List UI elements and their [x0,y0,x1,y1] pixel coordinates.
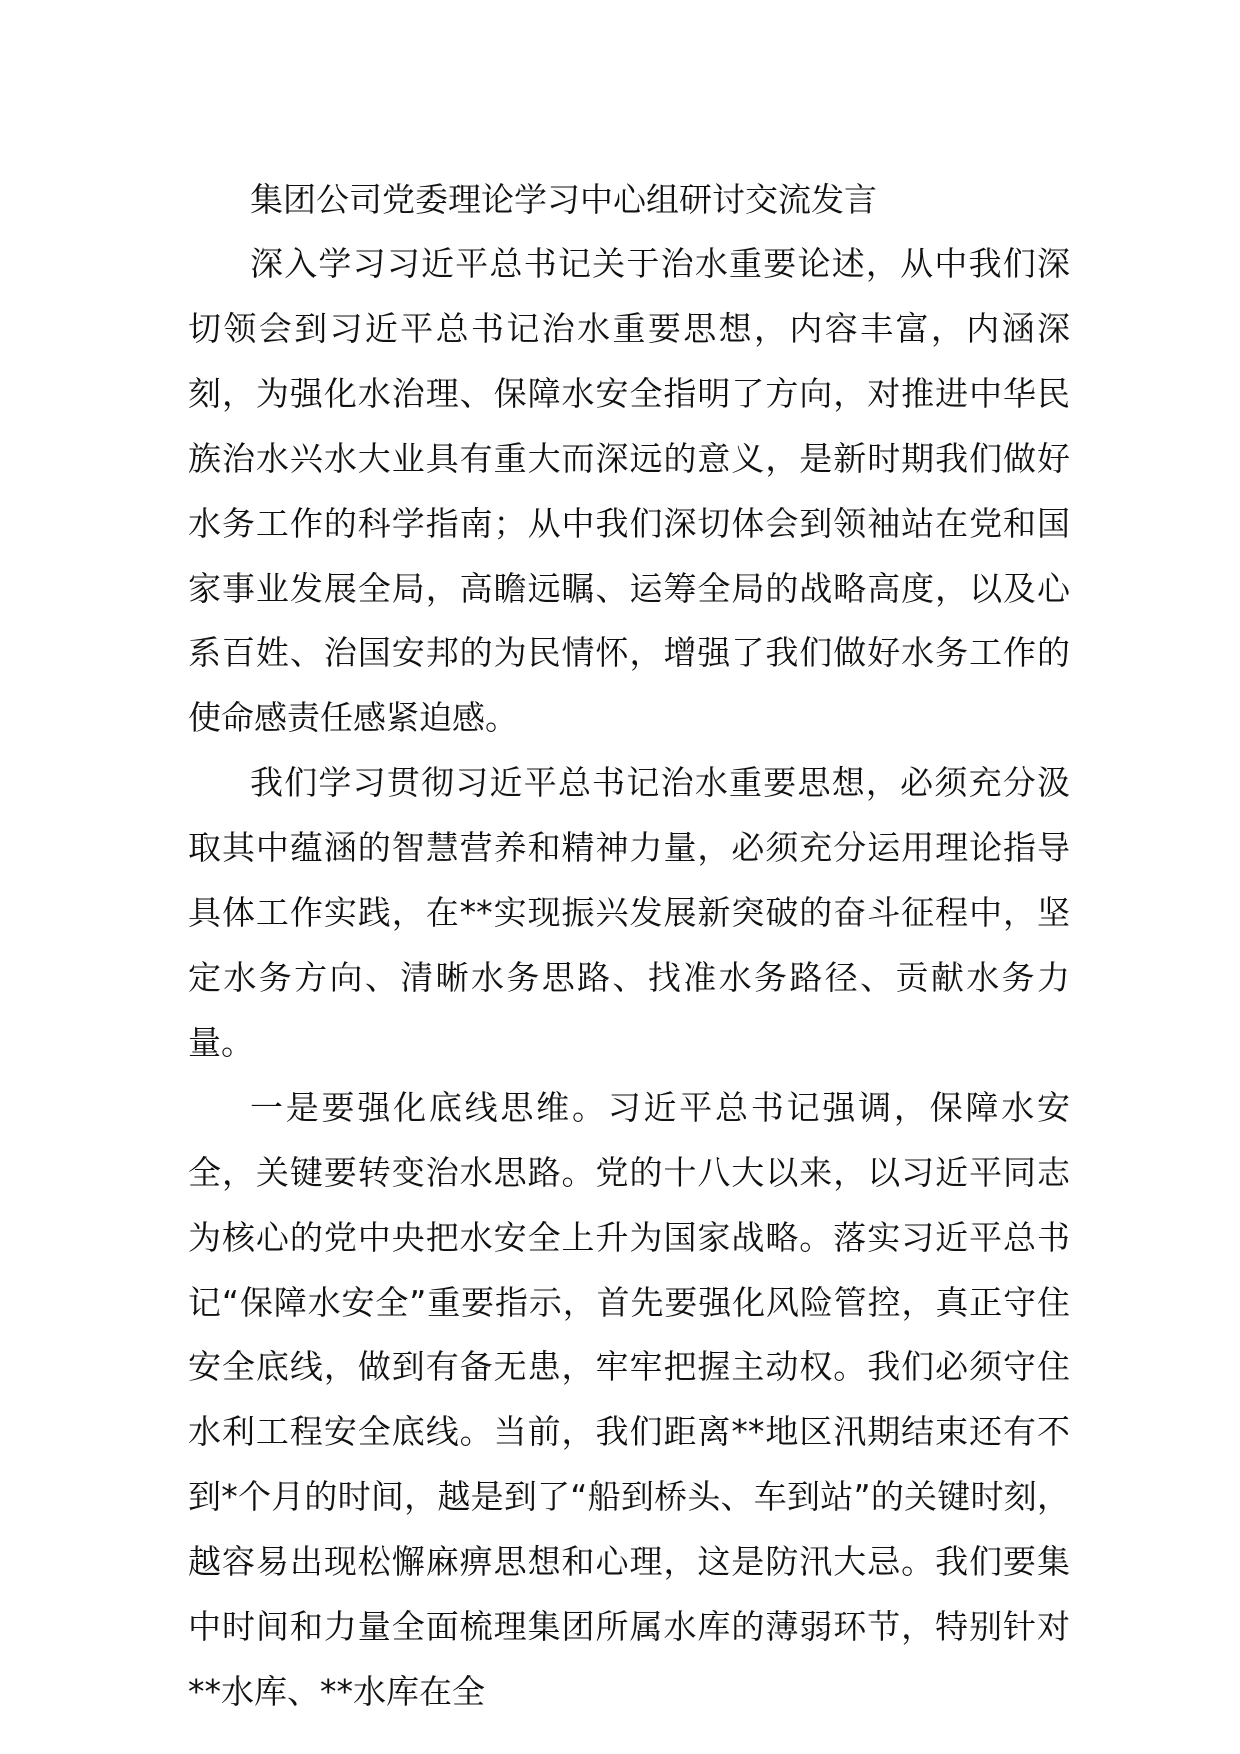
paragraph-2: 我们学习贯彻习近平总书记治水重要思想，必须充分汲取其中蕴涵的智慧营养和精神力量，必须充分运用理论指导具体工作实践，在**实现振兴发展新突破的奋斗征程中，坚定水务方向、清晰水务思路、找准水务路径、贡献水务力量。 [188,763,1070,1062]
document-title: 集团公司党委理论学习中心组研讨交流发言 [250,180,877,219]
document-body [188,168,1070,1725]
paragraph-1: 深入学习习近平总书记关于治水重要论述，从中我们深切领会到习近平总书记治水重要思想，内容丰富，内涵深刻，为强化水治理、保障水安全指明了方向，对推进中华民族治水兴水大业具有重大而深远的意义，是新时期我们做好水务工作的科学指南；从中我们深切体会到领袖站在党和国家事业发展全局，高瞻远瞩、运筹全局的战略高度，以及心系百姓、治国安邦的为民情怀，增强了我们做好水务工作的使命感责任感紧迫感。 [188,244,1070,738]
paragraph-3: 一是要强化底线思维。习近平总书记强调，保障水安全，关键要转变治水思路。党的十八大以来，以习近平同志为核心的党中央把水安全上升为国家战略。落实习近平总书记“保障水安全”重要指示，首先要强化风险管控，真正守住安全底线，做到有备无患，牢牢把握主动权。我们必须守住水利工程安全底线。当前，我们距离**地区汛期结束还有不到*个月的时间，越是到了“船到桥头、车到站”的关键时刻，越容易出现松懈麻痹思想和心理，这是防汛大忌。我们要集中时间和力量全面梳理集团所属水库的薄弱环节，特别针对**水库、**水库在全 [188,1087,1070,1711]
